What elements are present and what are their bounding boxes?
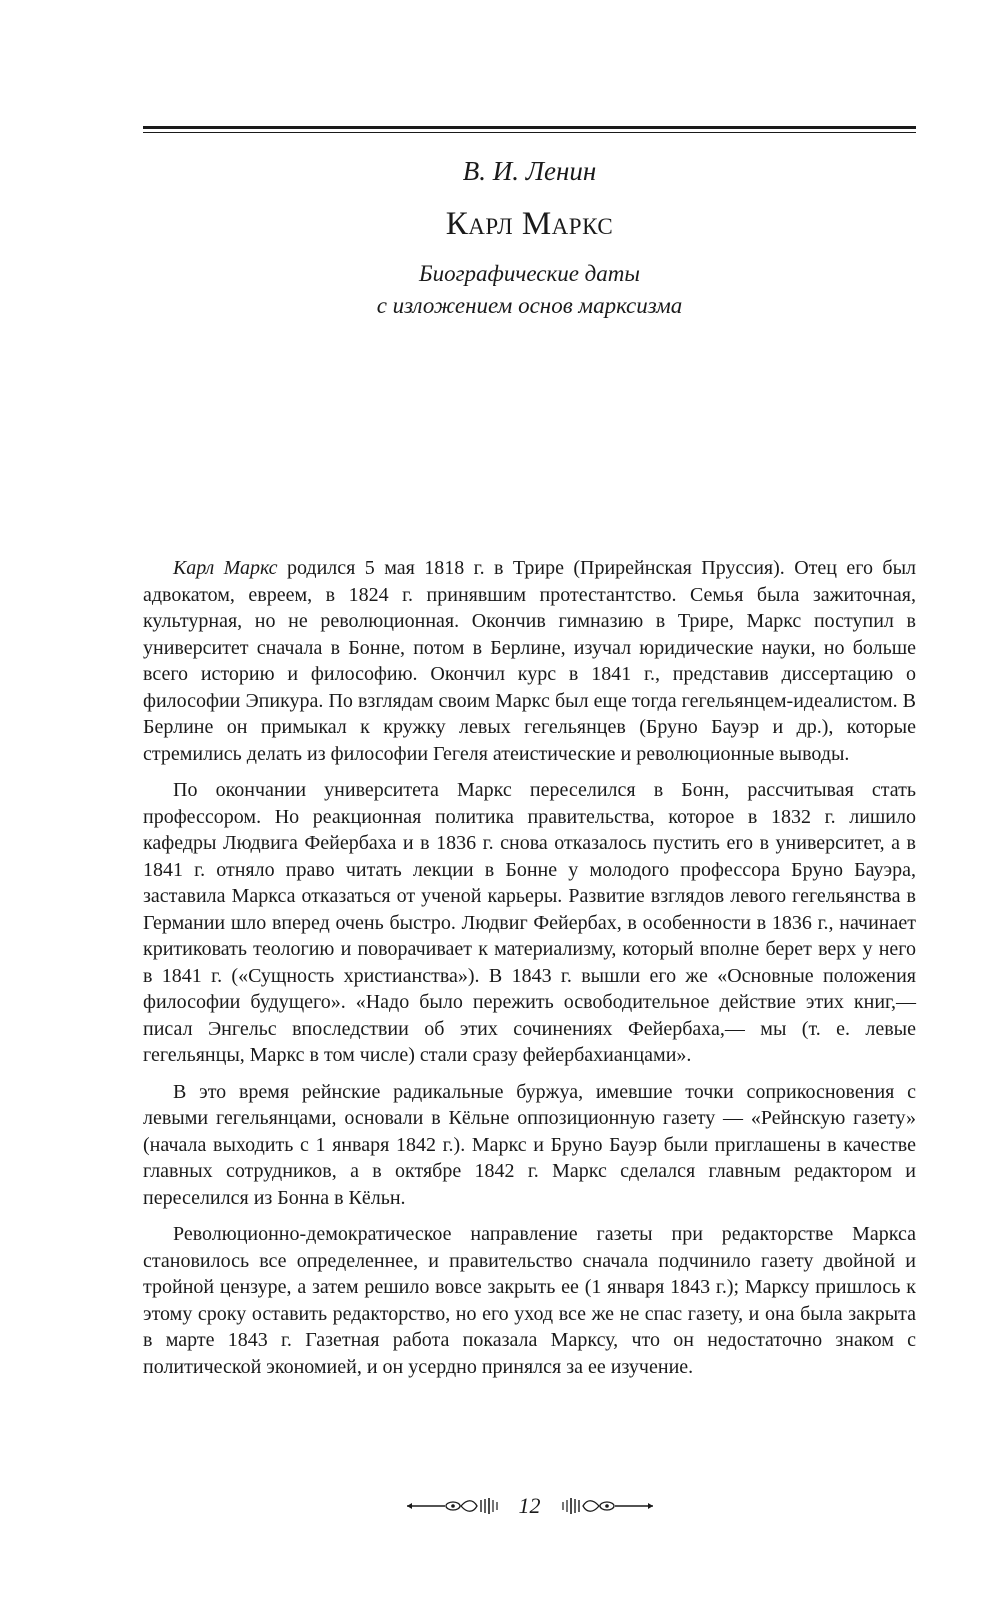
paragraph-1-rest: родился 5 мая 1818 г. в Трире (Прирейнская Пруссия). Отец его был адвокатом, евреем, в 1824 г. принявшим протестантство. Семья была зажиточная, культурная, но не революционная. Окончив гимназию в Трире, Маркс поступил в университет сначала в Бонне, потом в Берлине, изучал юридические науки, но больше всего историю и философию. Окончил курс в 1841 г., представив диссертацию о философии Эпикура. По взглядам своим Маркс был еще тогда гегельянцем-идеалистом. В Берлине он примыкал к кружку левых гегельянцев (Бруно Бауэр и др.), которые стремились делать из философии Гегеля атеистические и революционные выводы. (143, 557, 916, 765)
header-double-rule (143, 126, 916, 134)
paragraph-1-lead: Карл Маркс (173, 557, 278, 579)
subtitle-line-1: Биографические даты (419, 261, 640, 286)
ornament-left-icon (405, 1496, 501, 1516)
author-name: В. И. Ленин (462, 156, 597, 186)
paragraph-2: По окончании университета Маркс переселился в Бонн, рассчитывая стать профессором. Но реакционная политика правительства, которое в 1832 г. лишило кафедры Людвига Фейербаха и в 1836 г. снова отказалось пустить его в университет, а в 1841 г. отняло право читать лекции в Бонне у молодого профессора Бруно Бауэра, заставила Маркса отказаться от ученой карьеры. Развитие взглядов левого гегельянства в Германии шло вперед очень быстро. Людвиг Фейербах, в особенности в 1836 г., начинает критиковать теологию и поворачивает к материализму, который вполне берет верх у него в 1841 г. («Сущность христианства»). В 1843 г. вышли его же «Основные положения философии будущего». «Надо было пережить освободительное действие этих книг,— писал Энгельс впоследствии об этих сочинениях Фейербаха,— мы (т. е. левые гегельянцы, Маркс в том числе) стали сразу фейербахианцами». (143, 779, 916, 1066)
page-number: 12 (518, 1493, 541, 1518)
body-text (143, 555, 916, 1390)
paragraph-3: В это время рейнские радикальные буржуа, имевшие точки соприкосновения с левыми гегельянцами, основали в Кёльне оппозиционную газету — «Рейнскую газету» (начала выходить с 1 января 1842 г.). Маркс и Бруно Бауэр были приглашены в качестве главных сотрудников, а в октябре 1842 г. Маркс сделался главным редактором и переселился из Бонна в Кёльн. (143, 1080, 916, 1209)
paragraph-1 (143, 555, 916, 767)
header-rule-thick (143, 126, 916, 129)
ornament-right-icon (559, 1496, 655, 1516)
paragraph-4: Революционно-демократическое направление газеты при редакторстве Маркса становилось все определеннее, и правительство сначала подчинило газету двойной и тройной цензуре, а затем решило вовсе закрыть ее (1 января 1843 г.); Марксу пришлось к этому сроку оставить редакторство, но его уход все же не спас газету, и она была закрыта в марте 1843 г. Газетная работа показала Марксу, что он недостаточно знаком с политической экономией, и он усердно принялся за ее изучение. (143, 1223, 916, 1378)
header-rule-thin (143, 132, 916, 133)
subtitle-line-2: с изложением основ марксизма (376, 293, 683, 318)
chapter-subtitle (143, 258, 916, 322)
chapter-title: Карл Маркс (445, 206, 614, 242)
page-footer (143, 1493, 916, 1523)
